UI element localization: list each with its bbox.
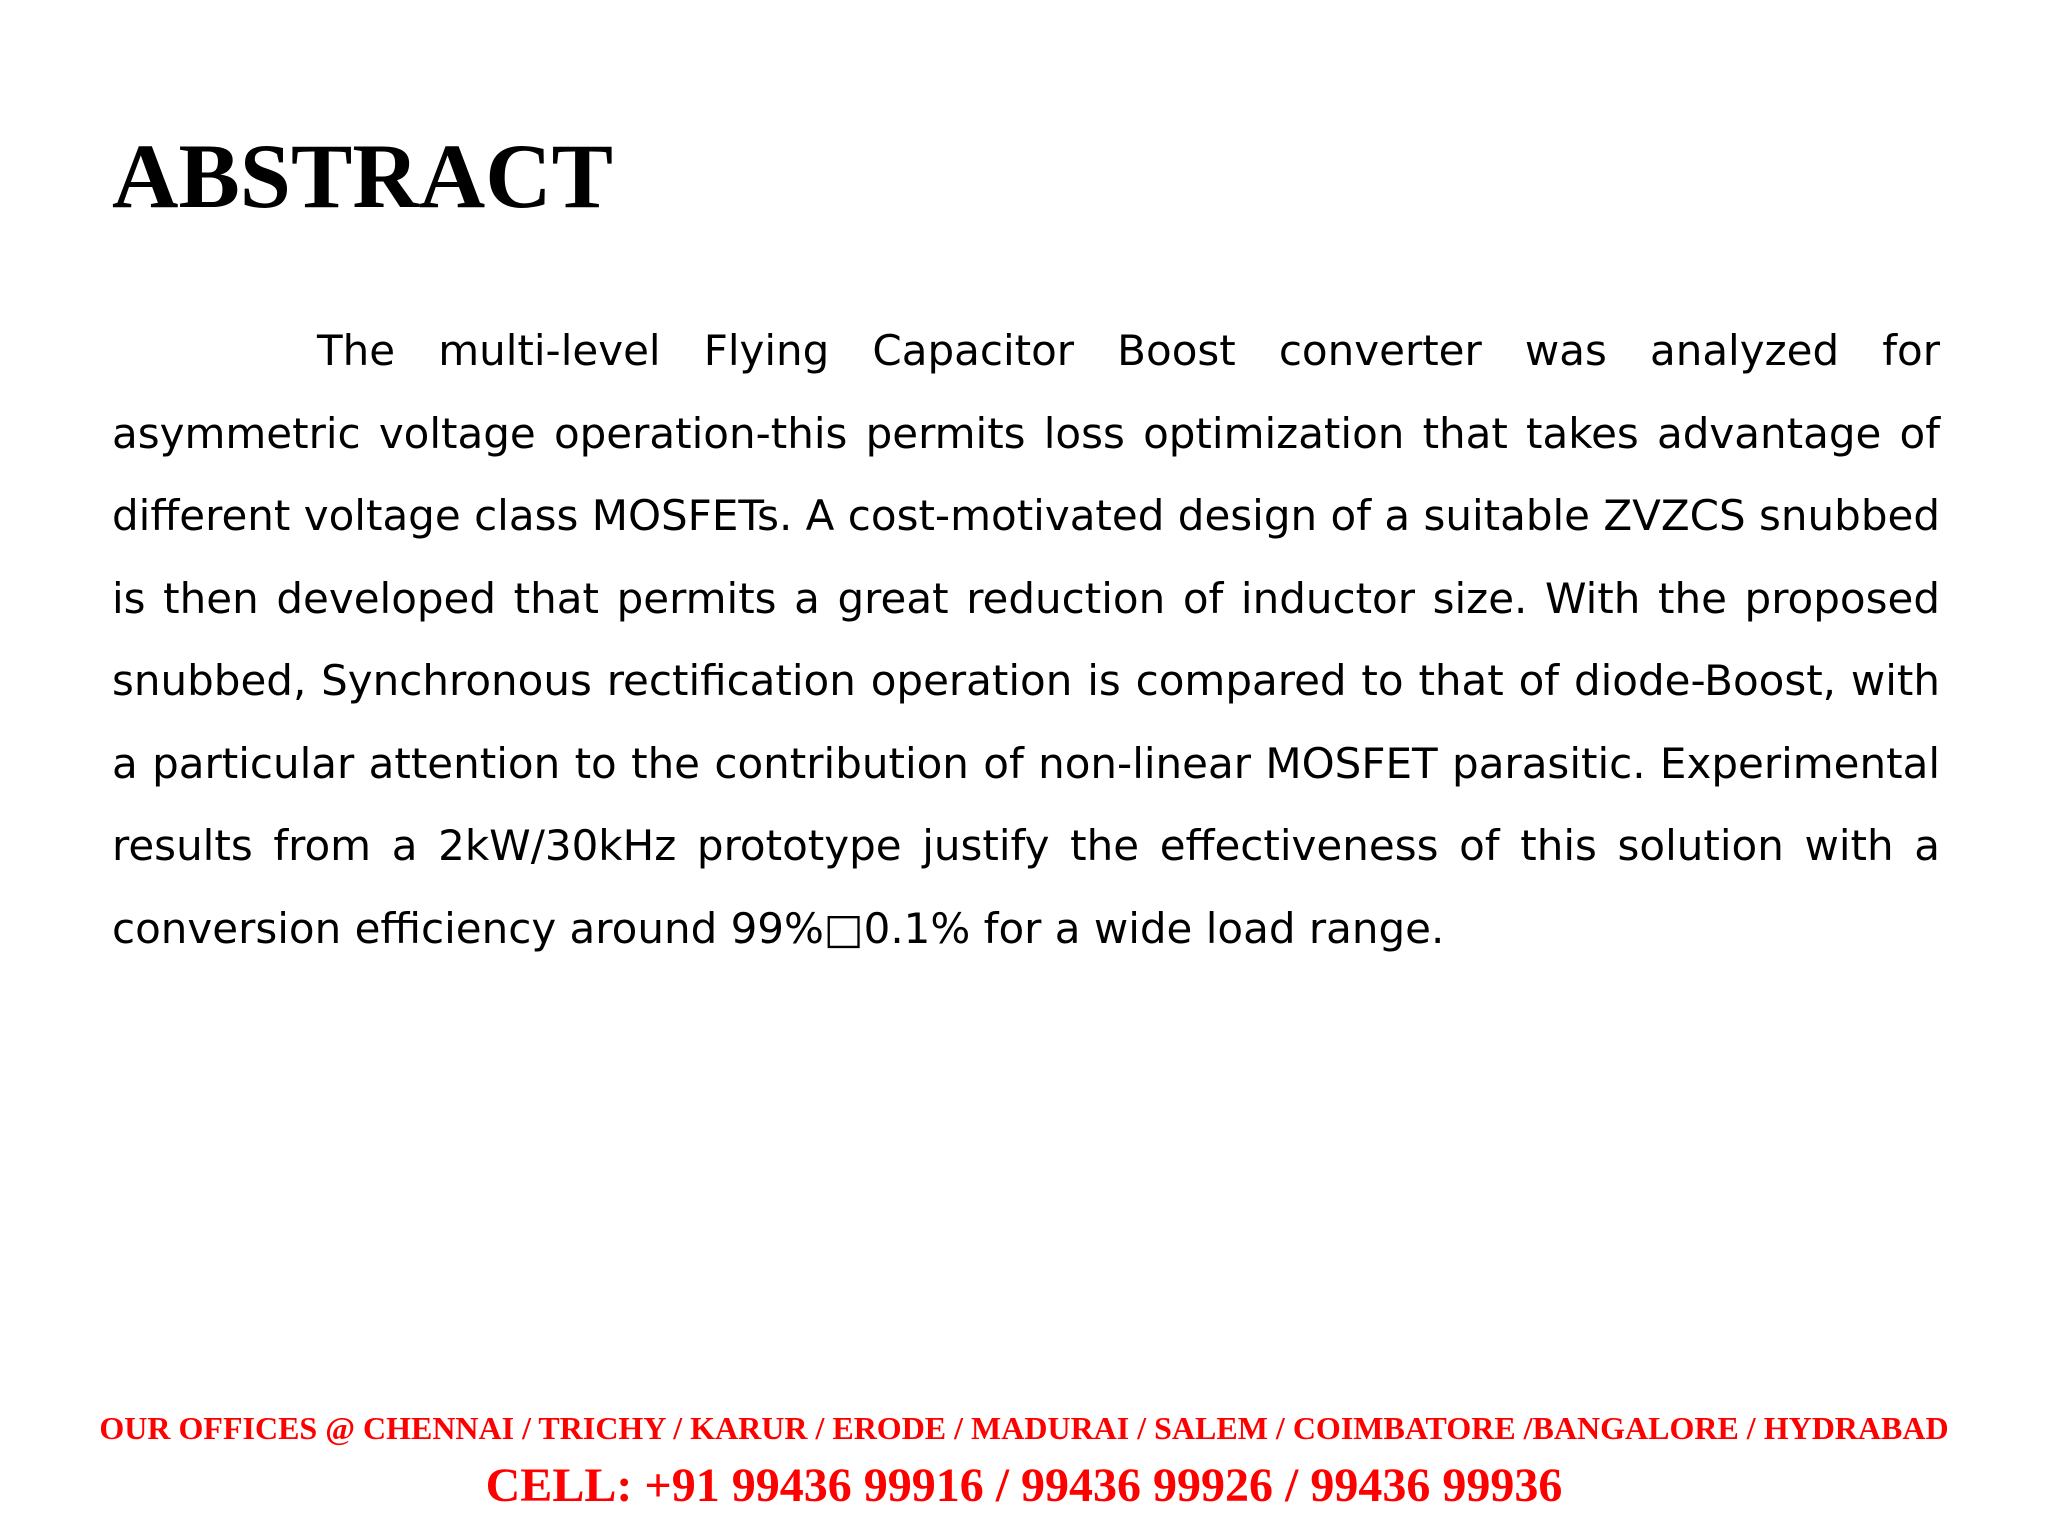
footer-cell-numbers: CELL: +91 99436 99916 / 99436 99926 / 99436 99936 bbox=[485, 1459, 1563, 1512]
page-title: ABSTRACT bbox=[112, 125, 614, 227]
footer-offices: OUR OFFICES @ CHENNAI / TRICHY / KARUR / ERODE / MADURAI / SALEM / COIMBATORE /BANGALORE / HYDRABAD bbox=[99, 1410, 1949, 1446]
abstract-paragraph: The multi-level Flying Capacitor Boost converter was analyzed for asymmetric voltage operation-this permits loss optimization that takes advantage of different voltage class MOSFETs. A cost-motivated design of a suitable ZVZCS snubbed is then developed that permits a great reduction of inductor size. With the proposed snubbed, Synchronous rectification operation is compared to that of diode-Boost, with a particular attention to the contribution of non-linear MOSFET parasitic. Experimental results from a 2kW/30kHz prototype justify the effectiveness of this solution with a conversion efficiency around 99%□0.1% for a wide load range. bbox=[112, 326, 1940, 953]
